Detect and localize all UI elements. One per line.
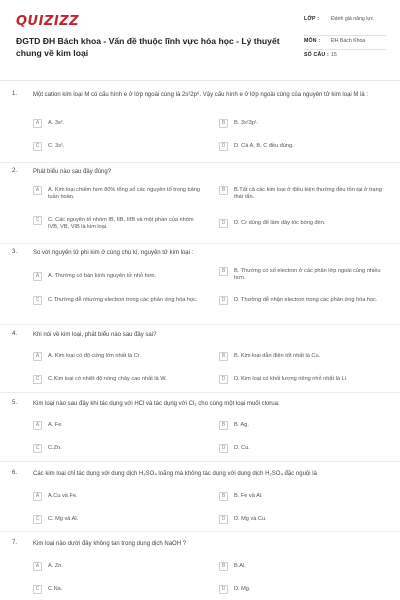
option-d[interactable] <box>219 219 384 228</box>
option-d[interactable] <box>219 585 384 594</box>
option-d[interactable] <box>219 142 384 151</box>
option-letter-box: B <box>219 186 228 195</box>
option-text: B. Thường có số electron ở các phân lớp ngoài cùng nhiều hơn. <box>234 268 381 282</box>
option-text: A. Kim loại có độ cứng lớn nhất là Cr. <box>48 353 141 359</box>
question-number: 2. <box>12 168 18 174</box>
question-7 <box>12 540 388 600</box>
option-text: D. Cả A, B, C đều đúng. <box>234 143 294 149</box>
question-divider <box>0 324 400 325</box>
question-3 <box>12 249 388 324</box>
option-b[interactable] <box>219 562 384 571</box>
question-text: Phát biểu nào sau đây đúng? <box>33 169 112 175</box>
option-d[interactable] <box>219 375 384 384</box>
option-letter-box: C <box>33 444 42 453</box>
option-text: C. 3s¹. <box>48 143 65 149</box>
option-text: B. Ag. <box>234 422 249 428</box>
meta-key: MÔN : <box>304 38 321 44</box>
question-number: 1. <box>12 91 18 97</box>
question-number: 4. <box>12 331 18 337</box>
meta-row-class <box>304 14 386 36</box>
option-letter-box: B <box>219 267 228 276</box>
option-text: D. Cr dùng để làm dây tóc bóng đèn. <box>234 220 326 226</box>
question-number: 6. <box>12 470 18 476</box>
question-1 <box>12 91 388 161</box>
option-text: C. Mg và Al. <box>48 516 79 522</box>
option-b[interactable] <box>219 267 384 282</box>
question-text: Khi nói về kim loại, phát biểu nào sau đây sai? <box>33 332 157 338</box>
question-text: So với nguyên tử phi kim ở cùng chu kì, nguyên tử kim loại : <box>33 250 194 256</box>
option-text: B. Kim loại dẫn điện tốt nhất là Cu. <box>234 353 321 359</box>
option-text: A. 3s². <box>48 120 65 126</box>
option-text: C.Zn. <box>48 445 62 451</box>
question-divider <box>0 392 400 393</box>
question-text: Kim loại nào sau đây khi tác dụng với HCl và tác dụng với Cl₂ cho cùng một loại muối clorua: <box>33 401 280 407</box>
option-text: D. Cu. <box>234 445 250 451</box>
option-a[interactable] <box>33 119 203 128</box>
option-text: C.Kim loại có nhiệt độ nóng chảy cao nhất là W. <box>48 376 167 382</box>
option-letter-box: D <box>219 585 228 594</box>
option-letter-box: A <box>33 352 42 361</box>
option-text: A. Kim loại chiếm hơn 80% tổng số các nguyên tố trong bảng tuần hoàn. <box>48 187 200 201</box>
option-text: D. Mg. <box>234 586 251 592</box>
option-a[interactable] <box>33 352 203 361</box>
option-letter-box: D <box>219 444 228 453</box>
option-b[interactable] <box>219 352 384 361</box>
question-2 <box>12 168 388 240</box>
option-letter-box: A <box>33 492 42 501</box>
option-text: D. Thường dễ nhận electron trong các phản ứng hóa học. <box>234 297 378 303</box>
option-letter-box: C <box>33 515 42 524</box>
question-6 <box>12 470 388 530</box>
option-a[interactable] <box>33 421 203 430</box>
question-text: Một cation kim loại M có cấu hình e ở lớp ngoài cùng là 2s²2p⁶. Vậy cấu hình e ở lớp ngoài cùng của nguyên tử kim loại M là : <box>33 92 369 98</box>
option-letter-box: D <box>219 142 228 151</box>
header-divider <box>0 80 400 81</box>
meta-row-count <box>304 50 386 64</box>
question-divider <box>0 461 400 462</box>
question-number: 3. <box>12 249 18 255</box>
meta-row-subject <box>304 36 386 50</box>
option-c[interactable] <box>33 142 203 151</box>
option-text: D. Mg và Cu. <box>234 516 267 522</box>
option-letter-box: C <box>33 216 42 225</box>
question-4 <box>12 331 388 391</box>
meta-key: SỐ CÂU : <box>304 52 329 58</box>
option-letter-box: B <box>219 421 228 430</box>
option-letter-box: A <box>33 272 42 281</box>
option-letter-box: D <box>219 375 228 384</box>
option-letter-box: C <box>33 375 42 384</box>
option-letter-box: D <box>219 296 228 305</box>
option-b[interactable] <box>219 186 384 201</box>
option-text: C.Thường dễ nhường electron trong các phản ứng hóa học. <box>48 297 198 303</box>
option-c[interactable] <box>33 585 203 594</box>
question-number: 5. <box>12 400 18 406</box>
option-b[interactable] <box>219 119 384 128</box>
option-text: A. Thường có bán kính nguyên tử nhỏ hơn. <box>48 273 157 279</box>
question-divider <box>0 243 400 244</box>
option-text: B.Tất cả các kim loại ở điều kiện thường đều tồn tại ở trạng thái rắn. <box>234 187 382 201</box>
option-letter-box: B <box>219 492 228 501</box>
option-text: B. Fe và Al. <box>234 493 263 499</box>
option-text: B. 3s²3p¹. <box>234 120 259 126</box>
option-letter-box: A <box>33 119 42 128</box>
option-d[interactable] <box>219 444 384 453</box>
option-b[interactable] <box>219 421 384 430</box>
option-letter-box: C <box>33 142 42 151</box>
option-text: C. Các nguyên tố nhóm IB, IIB, IIIB và một phần của nhóm IVB, VB, VIB là kim loại. <box>48 217 194 231</box>
option-text: A.Cu và Fe. <box>48 493 78 499</box>
option-letter-box: D <box>219 515 228 524</box>
meta-value: 15 <box>331 52 337 58</box>
option-text: A. Fe. <box>48 422 63 428</box>
question-divider <box>0 531 400 532</box>
option-letter-box: C <box>33 296 42 305</box>
option-letter-box: A <box>33 186 42 195</box>
meta-value: ĐH Bách Khoa <box>331 38 366 44</box>
option-text: D. Kim loại có khối lượng riêng nhỏ nhất là Li. <box>234 376 348 382</box>
option-a[interactable] <box>33 186 203 201</box>
option-b[interactable] <box>219 492 384 501</box>
option-letter-box: A <box>33 421 42 430</box>
option-c[interactable] <box>33 375 203 384</box>
option-text: C.Na. <box>48 586 63 592</box>
option-d[interactable] <box>219 296 384 305</box>
option-c[interactable] <box>33 216 203 231</box>
option-text: B.Al. <box>234 563 246 569</box>
meta-value: Đánh giá năng lực <box>331 16 374 22</box>
question-text: Các kim loại chỉ tác dụng với dung dịch H₂SO₄ loãng mà không tác dụng với dung dịch H₂SO₄ đặc nguội là <box>33 471 317 477</box>
option-letter-box: C <box>33 585 42 594</box>
option-c[interactable] <box>33 444 203 453</box>
option-c[interactable] <box>33 515 203 524</box>
option-a[interactable] <box>33 272 203 281</box>
option-d[interactable] <box>219 515 384 524</box>
option-letter-box: B <box>219 562 228 571</box>
question-number: 7. <box>12 540 18 546</box>
question-5 <box>12 400 388 460</box>
meta-panel <box>304 14 386 64</box>
option-text: A. Zn. <box>48 563 63 569</box>
option-letter-box: B <box>219 352 228 361</box>
option-c[interactable] <box>33 296 203 305</box>
option-letter-box: A <box>33 562 42 571</box>
header <box>16 14 386 72</box>
page-title: ĐGTD ĐH Bách khoa - Vấn đề thuộc lĩnh vực hóa học - Lý thuyết chung về kim loại <box>16 36 280 58</box>
option-letter-box: D <box>219 219 228 228</box>
question-divider <box>0 162 400 163</box>
quizizz-logo: QUIZIZZ <box>16 14 80 29</box>
meta-key: LỚP : <box>304 16 320 22</box>
option-letter-box: B <box>219 119 228 128</box>
question-text: Kim loại nào dưới đây không tan trong dung dịch NaOH ? <box>33 541 187 547</box>
option-a[interactable] <box>33 492 203 501</box>
option-a[interactable] <box>33 562 203 571</box>
